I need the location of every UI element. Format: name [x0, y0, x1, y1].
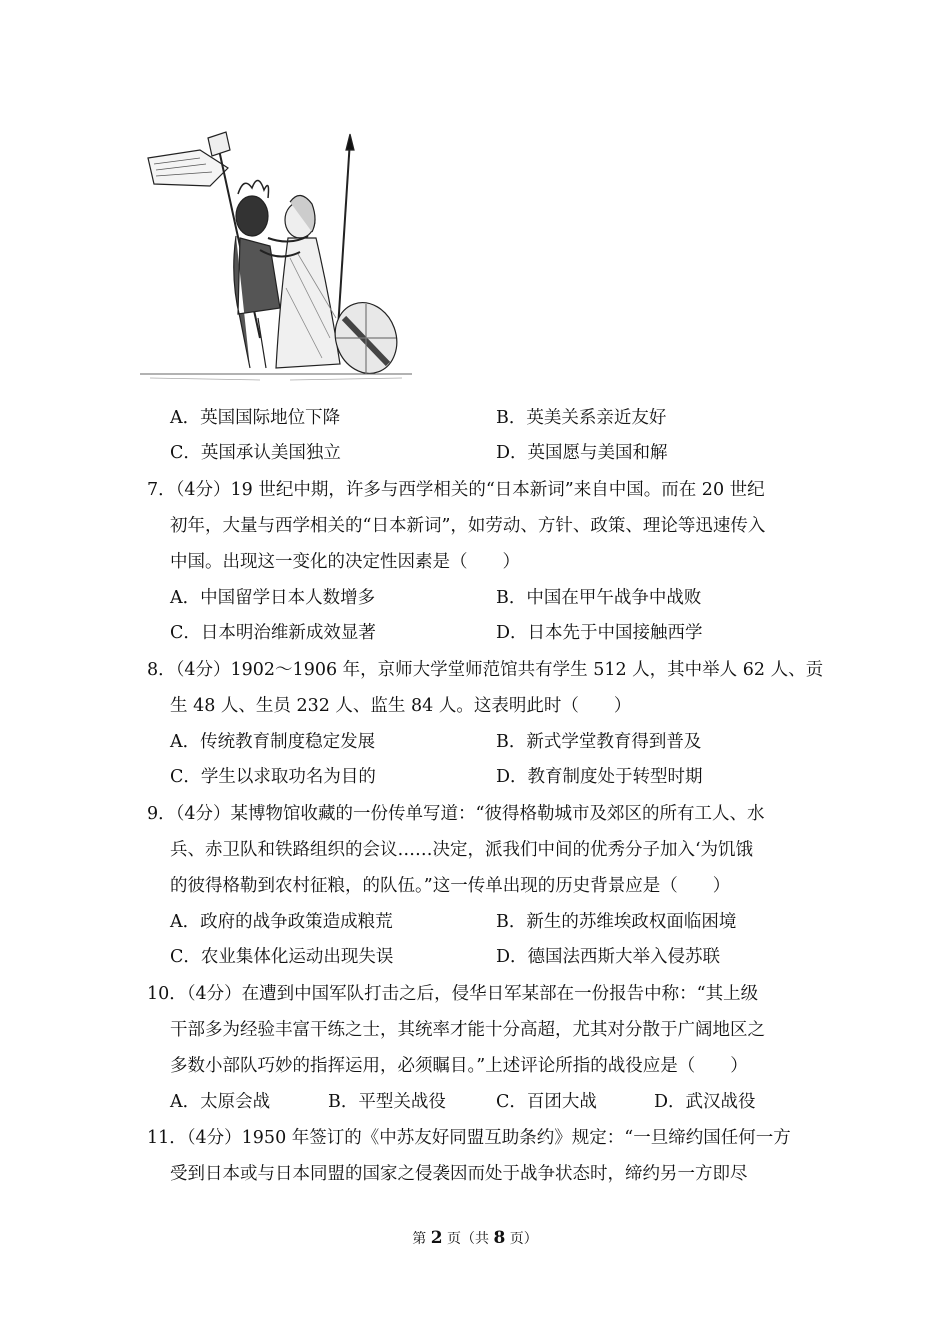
- q8-stem-line-2: 生 48 人、生员 232 人、监生 84 人。这表明此时（ ）: [170, 696, 632, 716]
- q6-option-a: A．英国国际地位下降: [170, 408, 341, 428]
- q10-stem-line-3: 多数小部队巧妙的指挥运用，必须瞩目。”上述评论所指的战役应是（ ）: [170, 1056, 748, 1076]
- q8-option-d: D．教育制度处于转型时期: [496, 767, 703, 787]
- q7-option-a: A．中国留学日本人数增多: [170, 588, 376, 608]
- q6-option-d: D．英国愿与美国和解: [496, 443, 668, 463]
- q7-option-b: B．中国在甲午战争中战败: [496, 588, 702, 608]
- q8-option-b: B．新式学堂教育得到普及: [496, 732, 702, 752]
- q10-option-d: D．武汉战役: [654, 1092, 756, 1112]
- q9-option-b: B．新生的苏维埃政权面临困境: [496, 912, 737, 932]
- q9-option-a: A．政府的战争政策造成粮荒: [170, 912, 393, 932]
- q9-option-d: D．德国法西斯大举入侵苏联: [496, 947, 721, 967]
- q10-stem-line-2: 干部多为经验丰富干练之士，其统率才能十分高超，尤其对分散于广阔地区之: [170, 1020, 765, 1040]
- q7-stem-line-1: 7．（4分）19 世纪中期，许多与西学相关的“日本新词”来自中国。而在 20 世纪: [147, 480, 765, 500]
- q9-option-c: C．农业集体化运动出现失误: [170, 947, 394, 967]
- current-page-number: 2: [430, 1228, 443, 1248]
- q7-stem-line-2: 初年，大量与西学相关的“日本新词”，如劳动、方针、政策、理论等迅速传入: [170, 516, 766, 536]
- page-footer: 第 2 页（共 8 页）: [412, 1228, 538, 1248]
- q7-stem-line-3: 中国。出现这一变化的决定性因素是（ ）: [170, 552, 520, 572]
- q6-option-c: C．英国承认美国独立: [170, 443, 341, 463]
- q7-option-c: C．日本明治维新成效显著: [170, 623, 376, 643]
- total-page-count: 8: [493, 1228, 506, 1248]
- q8-stem-line-1: 8．（4分）1902～1906 年，京师大学堂师范馆共有学生 512 人，其中举人 62 人、贡: [147, 660, 824, 680]
- q8-option-c: C．学生以求取功名为目的: [170, 767, 376, 787]
- q8-option-a: A．传统教育制度稳定发展: [170, 732, 376, 752]
- q7-option-d: D．日本先于中国接触西学: [496, 623, 703, 643]
- q10-option-a: A．太原会战: [170, 1092, 271, 1112]
- q6-option-b: B．英美关系亲近友好: [496, 408, 667, 428]
- q9-stem-line-2: 兵、赤卫队和铁路组织的会议……决定，派我们中间的优秀分子加入‘为饥饿: [170, 840, 754, 860]
- q11-stem-line-2: 受到日本或与日本同盟的国家之侵袭因而处于战争状态时，缔约另一方即尽: [170, 1164, 748, 1184]
- q9-stem-line-3: 的彼得格勒到农村征粮，的队伍。”这一传单出现的历史背景应是（ ）: [170, 876, 731, 896]
- q10-stem-line-1: 10．（4分）在遭到中国军队打击之后，侵华日军某部在一份报告中称：“其上级: [147, 984, 759, 1004]
- q10-option-c: C．百团大战: [496, 1092, 597, 1112]
- political-cartoon-illustration: [140, 128, 412, 386]
- q11-stem-line-1: 11．（4分）1950 年签订的《中苏友好同盟互助条约》规定：“一旦缔约国任何一方: [147, 1128, 791, 1148]
- q10-option-b: B．平型关战役: [328, 1092, 446, 1112]
- q9-stem-line-1: 9．（4分）某博物馆收藏的一份传单写道：“彼得格勒城市及郊区的所有工人、水: [147, 804, 765, 824]
